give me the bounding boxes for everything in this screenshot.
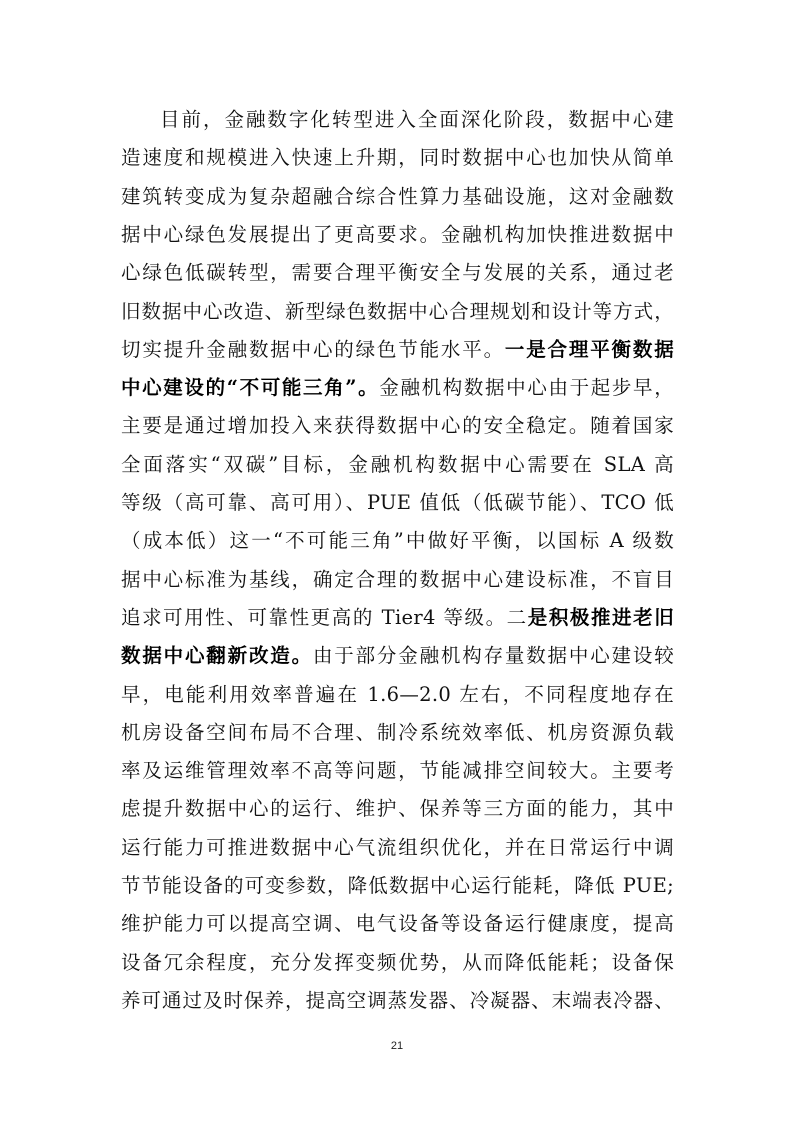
bold-heading-text: 是积极推进老旧 (527, 605, 674, 629)
body-text-segment: 追求可用性、可靠性更高的 Tier4 等级。二 (121, 605, 528, 629)
body-text-segment: 据中心绿色发展提出了更高要求。金融机构加快推进数据中 (121, 222, 674, 246)
body-text-segment: 主要是通过增加投入来获得数据中心的安全稳定。随着国家 (121, 414, 674, 438)
body-text-segment: 机房设备空间布局不合理、制冷系统效率低、机房资源负载 (121, 720, 674, 744)
body-text-segment: 目前，金融数字化转型进入全面深化阶段，数据中心建 (160, 108, 674, 131)
body-text-segment: 设备冗余程度，充分发挥变频优势，从而降低能耗；设备保 (121, 950, 674, 974)
text-line (121, 790, 674, 827)
text-line (121, 561, 674, 598)
text-line (121, 331, 674, 368)
text-line (121, 293, 674, 330)
body-text-segment: 维护能力可以提高空调、电气设备等设备运行健康度，提高 (121, 912, 674, 936)
text-line (121, 522, 674, 559)
bold-heading-text: 中心建设的“不可能三角”。 (121, 376, 380, 400)
body-text-segment: 切实提升金融数据中心的绿色节能水平。 (121, 337, 505, 361)
text-line (121, 178, 674, 215)
bold-heading-text: 数据中心翻新改造。 (121, 644, 313, 668)
body-text-segment: 据中心标准为基线，确定合理的数据中心建设标准，不盲目 (121, 567, 674, 591)
body-text-segment: 早，电能利用效率普遍在 1.6—2.0 左右，不同程度地存在 (121, 682, 674, 706)
body-text-segment: 等级（高可靠、高可用）、PUE 值低（低碳节能）、TCO 低 (121, 491, 674, 514)
text-line (121, 676, 674, 713)
page-number: 21 (390, 1040, 404, 1052)
body-text-segment: （成本低）这一“不可能三角”中做好平衡，以国标 A 级数 (121, 529, 674, 553)
text-line (121, 369, 674, 406)
text-line (121, 982, 674, 1019)
text-line (121, 905, 674, 942)
text-line (121, 944, 674, 981)
body-text-segment: 运行能力可推进数据中心气流组织优化，并在日常运行中调 (121, 835, 674, 859)
text-line (121, 216, 674, 253)
text-line (121, 599, 674, 636)
body-text-segment: 由于部分金融机构存量数据中心建设较 (312, 644, 674, 668)
text-line (121, 139, 674, 176)
body-text-segment: 节节能设备的可变参数，降低数据中心运行能耗，降低 PUE; (121, 874, 674, 897)
text-line (121, 637, 674, 674)
body-text-segment: 造速度和规模进入快速上升期，同时数据中心也加快从简单 (121, 146, 674, 170)
text-line (121, 829, 674, 866)
text-line (121, 484, 674, 521)
body-text-segment: 心绿色低碳转型，需要合理平衡安全与发展的关系，通过老 (121, 261, 674, 285)
text-line (121, 254, 674, 291)
body-text-segment: 旧数据中心改造、新型绿色数据中心合理规划和设计等方式， (121, 299, 674, 323)
text-line (121, 446, 674, 483)
text-line (121, 407, 674, 444)
body-text-segment: 全面落实“双碳”目标，金融机构数据中心需要在 SLA 高 (121, 452, 674, 476)
text-line (121, 714, 674, 751)
bold-heading-text: 一是合理平衡数据 (504, 337, 674, 361)
body-text-segment: 养可通过及时保养，提高空调蒸发器、冷凝器、末端表冷器、 (121, 988, 674, 1012)
text-line (121, 752, 674, 789)
body-text-segment: 建筑转变成为复杂超融合综合性算力基础设施，这对金融数 (121, 184, 674, 208)
text-line (121, 867, 674, 904)
body-text-segment: 金融机构数据中心由于起步早， (379, 376, 674, 400)
text-line (160, 101, 674, 138)
body-text-segment: 虑提升数据中心的运行、维护、保养等三方面的能力，其中 (121, 797, 674, 821)
body-text-segment: 率及运维管理效率不高等问题，节能减排空间较大。主要考 (121, 759, 674, 783)
